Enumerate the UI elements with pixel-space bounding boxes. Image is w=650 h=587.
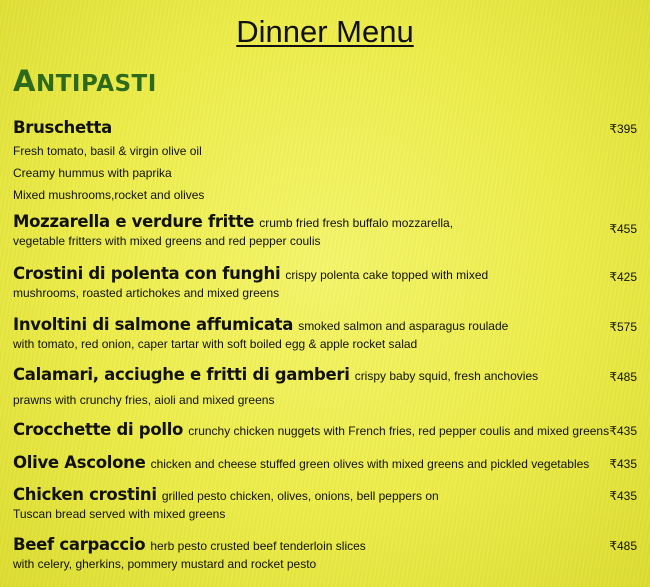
item-description-cont: mushrooms, roasted artichokes and mixed greens <box>13 286 280 300</box>
menu-item-involtini-salmone <box>13 315 637 352</box>
menu-item-olive-ascolone <box>13 453 637 474</box>
item-name: Mozzarella e verdure fritte <box>13 212 255 231</box>
item-name: Beef carpaccio <box>13 535 146 554</box>
item-description-cont: with celery, gherkins, pommery mustard and rocket pesto <box>13 557 317 571</box>
item-description: smoked salmon and asparagus roulade <box>298 319 509 333</box>
item-description-cont: vegetable fritters with mixed greens and red pepper coulis <box>13 234 321 248</box>
item-description: grilled pesto chicken, olives, onions, bell peppers on <box>161 489 439 503</box>
section-heading <box>13 64 157 101</box>
item-price: ₹575 <box>609 320 637 334</box>
item-description: chicken and cheese stuffed green olives with mixed greens and pickled vegetables <box>150 457 590 471</box>
item-description: crispy polenta cake topped with mixed <box>285 268 489 282</box>
menu-item-chicken-crostini <box>13 485 637 522</box>
menu-title: Dinner Menu <box>236 14 414 49</box>
item-price: ₹395 <box>609 122 637 136</box>
item-price: ₹485 <box>609 539 637 553</box>
section-heading-rest: NTIPASTI <box>35 71 157 97</box>
item-price: ₹435 <box>609 457 637 471</box>
item-option: Creamy hummus with paprika <box>13 166 172 180</box>
item-name: Olive Ascolone <box>13 453 146 472</box>
item-description: herb pesto crusted beef tenderloin slices <box>150 539 366 553</box>
menu-item-calamari <box>13 365 637 408</box>
menu-item-crostini-polenta <box>13 264 637 301</box>
item-name: Involtini di salmone affumicata <box>13 315 294 334</box>
item-price: ₹425 <box>609 270 637 284</box>
menu-item-beef-carpaccio <box>13 535 637 572</box>
item-description-cont: with tomato, red onion, caper tartar with soft boiled egg & apple rocket salad <box>13 337 418 351</box>
item-name: Calamari, acciughe e fritti di gamberi <box>13 365 350 384</box>
item-description: crunchy chicken nuggets with French fries, red pepper coulis and mixed greens <box>188 424 610 438</box>
menu-item-bruschetta <box>13 118 637 206</box>
menu-item-crocchette-pollo <box>13 420 637 441</box>
item-name: Crocchette di pollo <box>13 420 184 439</box>
item-description-cont: Tuscan bread served with mixed greens <box>13 507 226 521</box>
item-price: ₹435 <box>609 424 637 438</box>
item-description-cont: prawns with crunchy fries, aioli and mixed greens <box>13 393 275 407</box>
item-price: ₹435 <box>609 489 637 503</box>
menu-item-mozzarella <box>13 212 637 249</box>
item-option: Mixed mushrooms,rocket and olives <box>13 188 205 202</box>
item-description: crispy baby squid, fresh anchovies <box>354 369 539 383</box>
item-name: Bruschetta <box>13 118 112 137</box>
item-description: crumb fried fresh buffalo mozzarella, <box>259 216 454 230</box>
item-price: ₹485 <box>609 370 637 384</box>
item-name: Chicken crostini <box>13 485 157 504</box>
item-price: ₹455 <box>609 222 637 236</box>
item-name: Crostini di polenta con funghi <box>13 264 281 283</box>
section-heading-initial: A <box>13 64 36 98</box>
item-option: Fresh tomato, basil & virgin olive oil <box>13 144 202 158</box>
